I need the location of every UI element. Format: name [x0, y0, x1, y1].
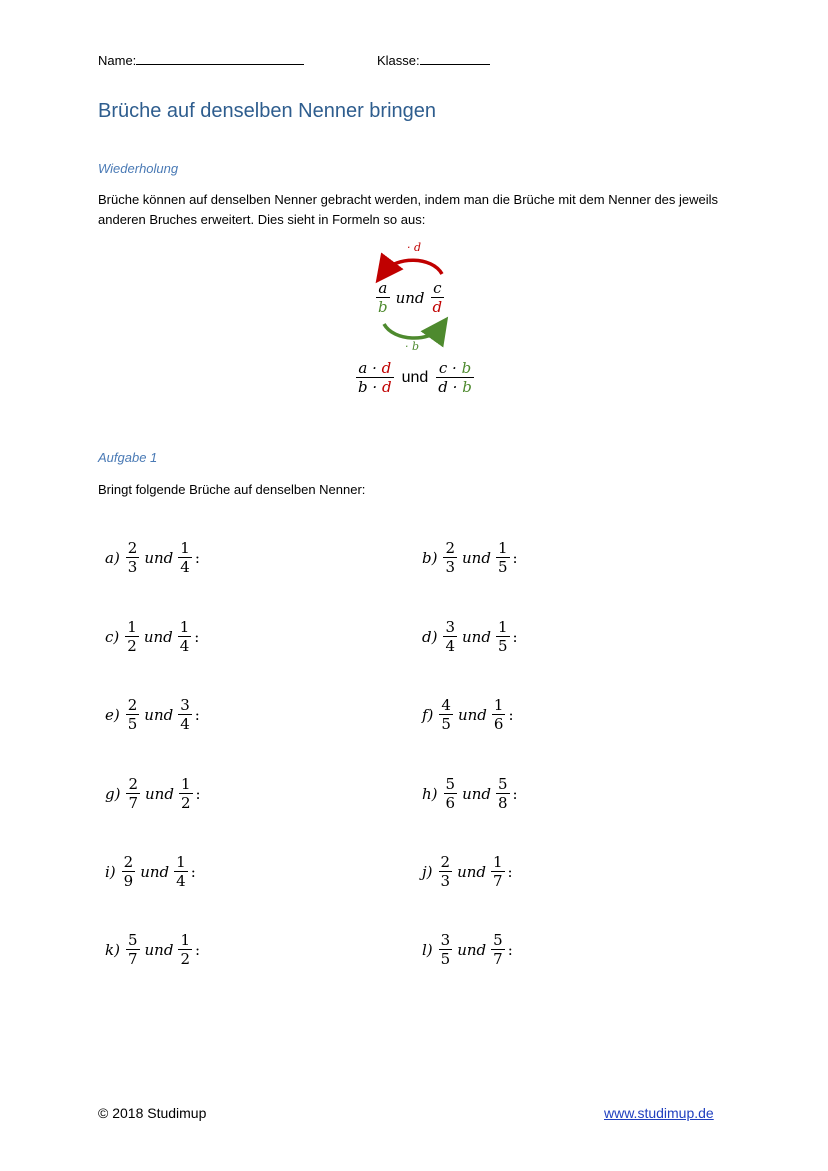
class-label: Klasse:: [377, 53, 420, 68]
denominator: 8: [498, 794, 508, 812]
denominator: 7: [127, 950, 138, 968]
term-a: a: [358, 359, 368, 377]
denominator: 5: [497, 637, 508, 655]
fraction-c-d: [431, 280, 445, 315]
fraction-1: [439, 932, 453, 967]
term-d-red: d: [381, 359, 392, 377]
denominator: 3: [445, 558, 456, 576]
und-text: und: [462, 548, 491, 567]
fraction-2: [179, 776, 193, 811]
colon: :: [194, 705, 200, 724]
colon: :: [190, 862, 196, 881]
fraction-2: [496, 776, 510, 811]
und-text: und: [140, 862, 170, 881]
fraction-2: [496, 540, 510, 575]
exercise-i: [105, 854, 196, 889]
colon: :: [507, 862, 513, 881]
denominator: 5: [441, 715, 451, 733]
name-field: [98, 52, 304, 68]
numerator: 2: [445, 539, 456, 557]
numerator: 5: [445, 775, 456, 793]
fraction-1: [122, 854, 136, 889]
red-arrow: [384, 260, 442, 274]
exercise-label: c): [105, 627, 120, 646]
name-label: Name:: [98, 53, 137, 68]
numerator: 3: [440, 931, 451, 949]
fraction-1: [126, 540, 140, 575]
fraction-2: [178, 540, 192, 575]
fraction-a-b: [376, 280, 390, 315]
term-b-green: b: [462, 378, 472, 396]
green-arrow: [384, 324, 440, 338]
denominator: 5: [497, 558, 508, 576]
exercise-label: a): [105, 548, 120, 567]
numerator: 5: [493, 931, 503, 949]
exercise-k: [105, 932, 200, 967]
basic-fractions: [376, 280, 444, 315]
numerator-c: c: [433, 279, 442, 297]
exercise-b: [422, 540, 518, 575]
name-line: [136, 52, 304, 65]
term-b-green: b: [461, 359, 472, 377]
fraction-1: [125, 619, 139, 654]
denominator: 4: [176, 872, 186, 890]
fraction-1: [126, 932, 140, 967]
denominator: 7: [493, 872, 503, 890]
denominator: 2: [127, 637, 137, 655]
denominator: 4: [179, 637, 190, 655]
numerator: 5: [127, 931, 138, 949]
colon: :: [194, 627, 200, 646]
fraction-2: [491, 932, 505, 967]
exercise-label: e): [105, 705, 120, 724]
numerator: 5: [498, 775, 508, 793]
numerator: 2: [127, 539, 138, 557]
und-text: und: [401, 368, 429, 386]
colon: :: [508, 705, 514, 724]
denominator: 5: [127, 715, 138, 733]
numerator: 2: [123, 853, 134, 871]
und-text: und: [462, 784, 491, 803]
und-text: und: [457, 862, 486, 881]
top-arrow-label: · d: [407, 241, 422, 254]
task-instruction: Bringt folgende Brüche auf denselben Nenner:: [98, 482, 366, 497]
fraction-2: [178, 619, 192, 654]
exercise-label: l): [422, 940, 433, 959]
denominator: 4: [180, 558, 190, 576]
fraction-1: [439, 697, 453, 732]
fraction-2: [491, 854, 505, 889]
fraction-1: [126, 697, 140, 732]
class-line: [420, 52, 490, 65]
und-text: und: [143, 627, 173, 646]
term-d-red: d: [381, 378, 392, 396]
copyright: © 2018 Studimup: [98, 1105, 207, 1121]
exercise-label: d): [422, 627, 438, 646]
und-text: und: [462, 627, 491, 646]
colon: :: [512, 627, 518, 646]
exercise-a: [105, 540, 200, 575]
fraction-2: [492, 697, 506, 732]
review-text: Brüche können auf denselben Nenner gebracht werden, indem man die Brüche mit dem Nenner des jeweils anderen Bruches erweitert. Dies sieht in Formeln so aus:: [98, 192, 719, 227]
denominator: 7: [493, 950, 503, 968]
website-link[interactable]: www.studimup.de: [604, 1105, 714, 1121]
numerator: 2: [440, 853, 451, 871]
denominator: 2: [180, 794, 191, 812]
numerator: 4: [441, 696, 451, 714]
numerator: 3: [180, 696, 190, 714]
und-text: und: [395, 288, 425, 307]
term-b: b: [358, 378, 368, 396]
expanded-fractions: [356, 360, 474, 395]
numerator: 2: [127, 696, 138, 714]
fraction-1: [439, 854, 453, 889]
exercise-label: f): [422, 705, 434, 724]
exercise-label: j): [422, 862, 433, 881]
numerator: 1: [179, 618, 190, 636]
exercise-g: [105, 776, 201, 811]
und-text: und: [144, 940, 174, 959]
denominator: 4: [180, 715, 190, 733]
term-d: d: [438, 378, 448, 396]
numerator-a: a: [378, 279, 388, 297]
numerator: 1: [127, 618, 137, 636]
colon: :: [507, 940, 513, 959]
dot: ·: [372, 378, 378, 396]
denominator: 2: [180, 950, 190, 968]
exercise-label: h): [422, 784, 438, 803]
exercise-l: [422, 932, 513, 967]
fraction-1: [126, 776, 140, 811]
und-text: und: [144, 705, 174, 724]
fraction-2: [174, 854, 188, 889]
denominator: 9: [123, 872, 134, 890]
exercise-label: g): [105, 784, 121, 803]
numerator: 1: [180, 775, 191, 793]
fraction-cb-db: [436, 360, 474, 395]
numerator: 1: [180, 931, 190, 949]
und-text: und: [457, 705, 487, 724]
denominator: 3: [127, 558, 138, 576]
dot: ·: [452, 378, 458, 396]
numerator: 1: [493, 696, 504, 714]
term-c: c: [438, 359, 448, 377]
exercise-h: [422, 776, 518, 811]
denominator: 5: [440, 950, 451, 968]
fraction-2: [178, 697, 192, 732]
colon: :: [195, 784, 201, 803]
numerator: 1: [180, 539, 190, 557]
numerator: 1: [493, 853, 503, 871]
fraction-2: [496, 619, 510, 654]
exercise-label: b): [422, 548, 438, 567]
denominator: 3: [440, 872, 451, 890]
und-text: und: [145, 784, 174, 803]
denominator: 6: [493, 715, 504, 733]
class-field: [377, 52, 490, 68]
fraction-2: [178, 932, 192, 967]
exercise-label: i): [105, 862, 116, 881]
exercise-f: [422, 697, 514, 732]
fraction-1: [443, 540, 457, 575]
exercise-d: [422, 619, 518, 654]
numerator: 1: [497, 618, 508, 636]
colon: :: [512, 548, 518, 567]
exercise-e: [105, 697, 200, 732]
review-heading: Wiederholung: [98, 161, 179, 176]
fraction-1: [444, 776, 458, 811]
denominator: 6: [445, 794, 456, 812]
exercise-label: k): [105, 940, 120, 959]
fraction-1: [443, 619, 457, 654]
numerator: 2: [128, 775, 139, 793]
numerator: 1: [176, 853, 186, 871]
denominator: 7: [128, 794, 139, 812]
dot: ·: [452, 359, 457, 377]
denominator: 4: [445, 637, 456, 655]
exercise-c: [105, 619, 199, 654]
fraction-ad-bd: [356, 360, 394, 395]
page-title: Brüche auf denselben Nenner bringen: [98, 100, 437, 122]
numerator: 1: [497, 539, 508, 557]
colon: :: [194, 940, 201, 959]
exercise-j: [422, 854, 513, 889]
task-heading: Aufgabe 1: [98, 450, 158, 465]
und-text: und: [457, 940, 487, 959]
dot: ·: [372, 359, 377, 377]
colon: :: [194, 548, 200, 567]
und-text: und: [144, 548, 174, 567]
colon: :: [512, 784, 518, 803]
denominator-d: d: [432, 298, 443, 316]
numerator: 3: [445, 618, 456, 636]
denominator-b: b: [378, 298, 388, 316]
bottom-arrow-label: · b: [405, 340, 420, 353]
